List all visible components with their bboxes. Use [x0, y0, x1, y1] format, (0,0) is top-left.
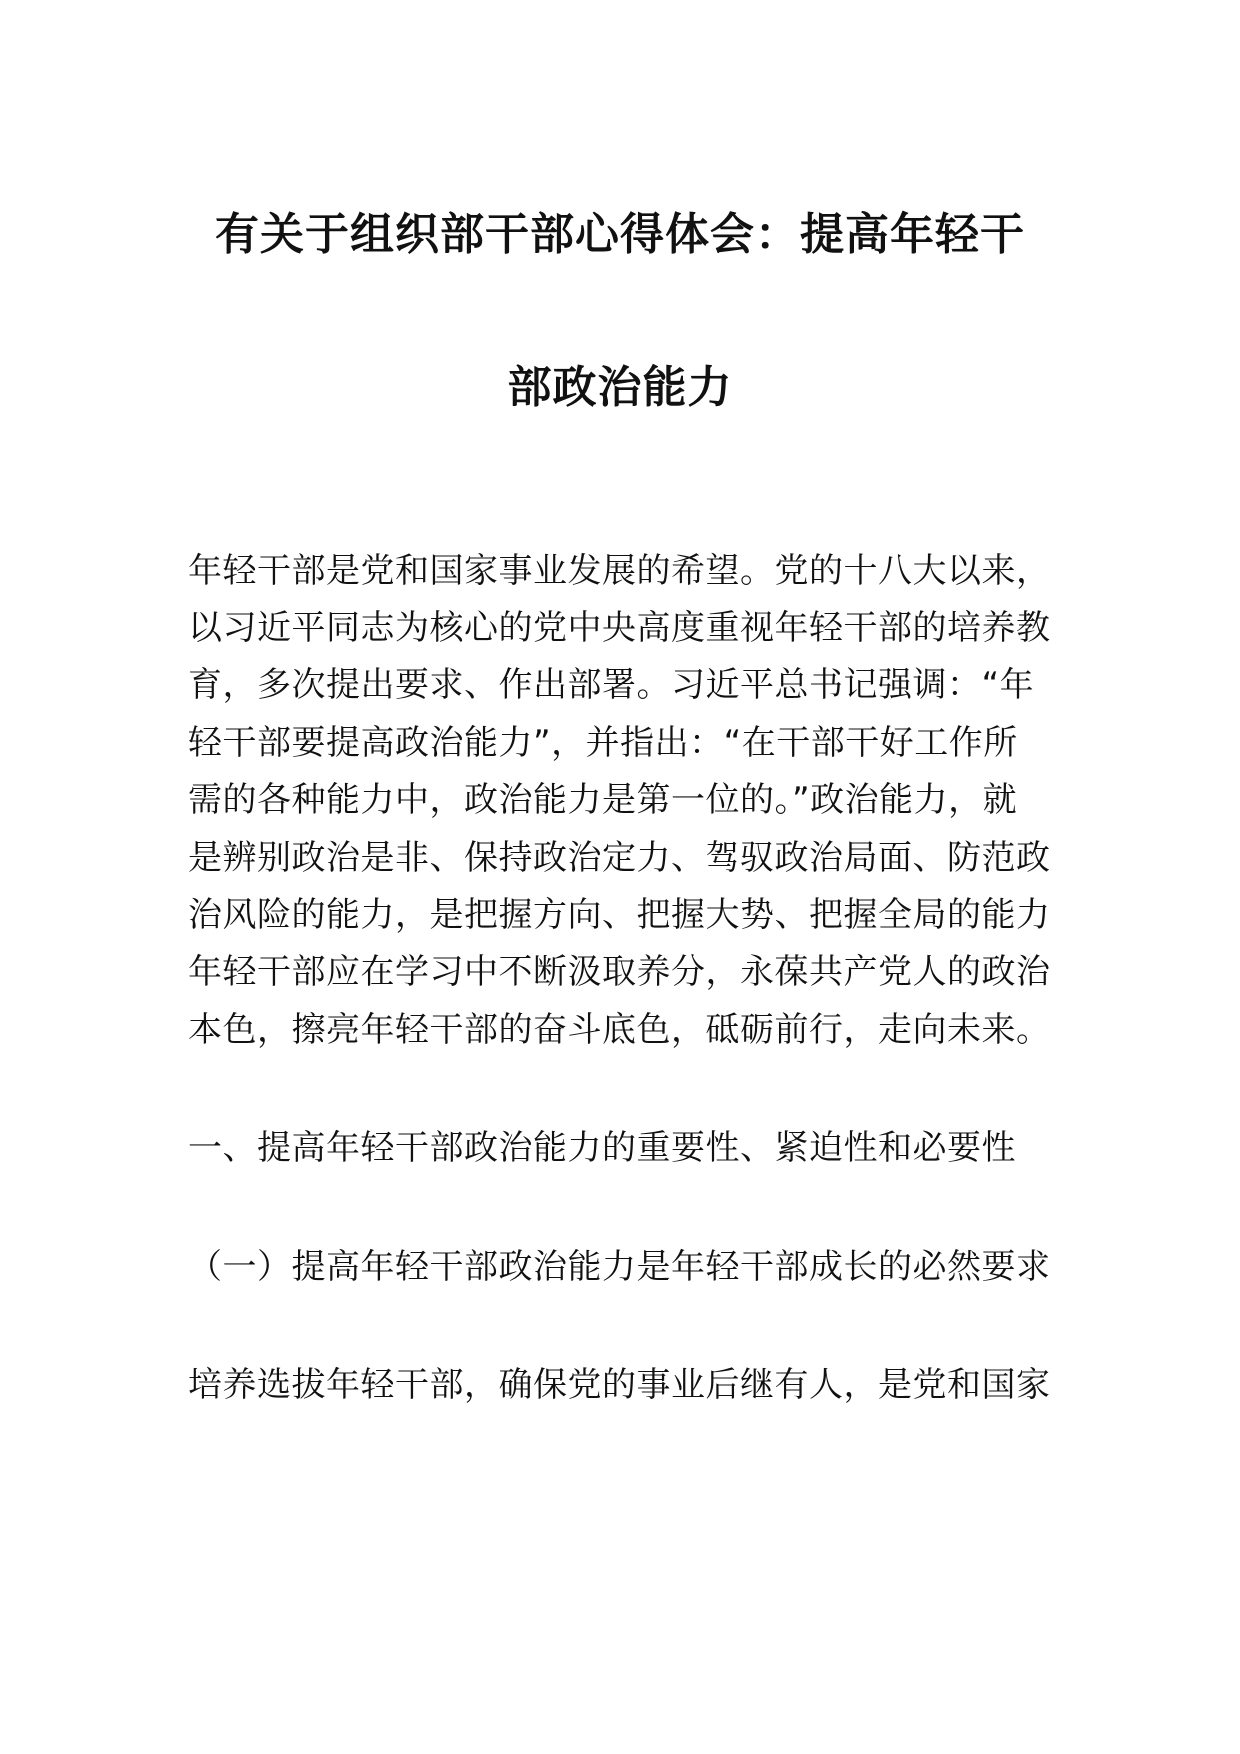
subsection-heading: （一）提高年轻干部政治能力是年轻干部成长的必然要求 [188, 1247, 1051, 1287]
document-title-line-1: 有关于组织部干部心得体会：提高年轻干 [215, 209, 1025, 260]
body-paragraph-line: 培养选拔年轻干部，确保党的事业后继有人，是党和国家 [188, 1365, 1051, 1405]
intro-paragraph-line: 年轻干部应在学习中不断汲取养分，永葆共产党人的政治 [188, 952, 1051, 992]
intro-paragraph-line: 年轻干部是党和国家事业发展的希望。党的十八大以来， [188, 551, 1051, 591]
intro-paragraph-line: 需的各种能力中，政治能力是第一位的。”政治能力，就 [188, 780, 1018, 820]
intro-paragraph-line: 轻干部要提高政治能力”，并指出：“在干部干好工作所 [188, 723, 1018, 763]
intro-paragraph-line: 以习近平同志为核心的党中央高度重视年轻干部的培养教 [188, 608, 1051, 648]
intro-paragraph-line: 治风险的能力，是把握方向、把握大势、把握全局的能力 [188, 895, 1051, 935]
document-title-line-2: 部政治能力 [507, 362, 733, 413]
intro-paragraph-line: 育，多次提出要求、作出部署。习近平总书记强调：“年 [188, 665, 1035, 705]
intro-paragraph-line: 是辨别政治是非、保持政治定力、驾驭政治局面、防范政 [188, 838, 1051, 878]
section-heading: 一、提高年轻干部政治能力的重要性、紧迫性和必要性 [188, 1128, 1016, 1168]
intro-paragraph-line: 本色，擦亮年轻干部的奋斗底色，砥砺前行，走向未来。 [188, 1010, 1051, 1050]
